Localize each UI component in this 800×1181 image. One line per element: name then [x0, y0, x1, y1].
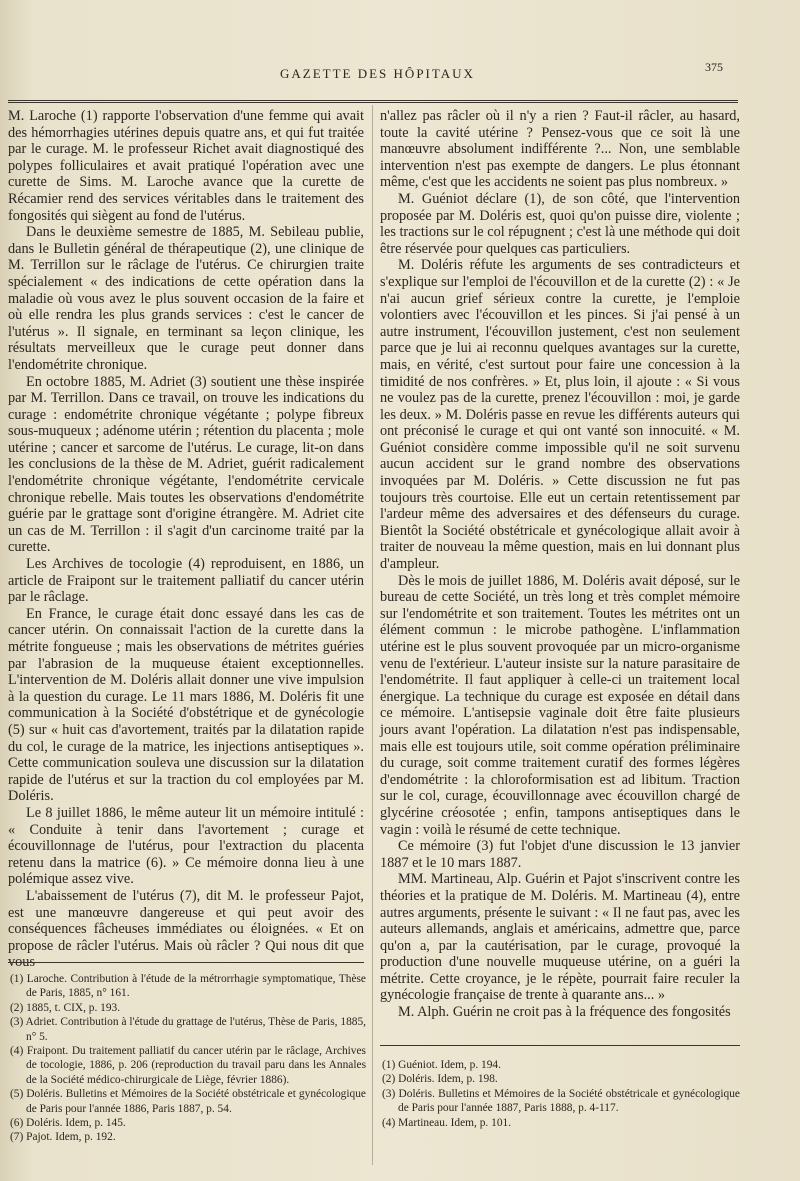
footnote: (1) Laroche. Contribution à l'étude de la métrorrhagie symptomatique, Thèse de Paris, 1885, n° 161.: [10, 973, 366, 1000]
footnote: (1) Guéniot. Idem, p. 194.: [382, 1059, 501, 1071]
footnote: (4) Martineau. Idem, p. 101.: [382, 1116, 512, 1129]
paragraph: Ce mémoire (3) fut l'objet d'une discussion le 13 janvier 1887 et le 10 mars 1887.: [380, 838, 740, 871]
footnote: (2) 1885, t. CIX, p. 193.: [10, 1001, 121, 1014]
paragraph: Dès le mois de juillet 1886, M. Doléris avait déposé, sur le bureau de cette Société, un très long et très complet mémoire sur l'endométrite et son traitement. Toutes les métrites ont un élément commun : le microbe pathogène. L'inflammation utérine est le plus souvent provoquée par un micro-organisme venu de l'extérieur. L'auteur insiste sur la nature parasitaire de l'endométrite. Il faut appliquer à celle-ci un traitement local énergique. La technique du curage est exposée en détail dans ce mémoire. L'antisepsie vaginale doit être faite plusieurs jours avant l'opération. La dilatation n'est pas indispensable, mais elle est toujours utile, soit comme opération préliminaire du curage, soit comme traitement curatif des formes légères d'endométrite : la chloroformisation est ad libitum. Traction sur le col, curage, écouvillonnage avec écouvillon chargé de glycérine créosotée ; enfin, tampons antiseptiques dans le vagin : voilà le résumé de cette technique.: [380, 572, 740, 838]
footnote: (7) Pajot. Idem, p. 192.: [10, 1131, 116, 1144]
footnote: (3) Adriet. Contribution à l'étude du grattage de l'utérus, Thèse de Paris, 1885, n° 5.: [10, 1016, 366, 1043]
paragraph: M. Laroche (1) rapporte l'observation d'une femme qui avait des hémorrhagies utérines depuis quatre ans, et qui fut traitée par le curage. M. le professeur Richet avait diagnostiqué des polypes folliculaires et avait pratiqué l'opération avec une curette de Sims. M. Laroche avance que la curette de Récamier rend des services véritables dans le traitement des fongosités qui siègent au fond de l'utérus.: [8, 108, 364, 224]
page-header: [0, 60, 800, 86]
paragraph: L'abaissement de l'utérus (7), dit M. le professeur Pajot, est une manœuvre dangereuse et qui peut avoir des conséquences fâcheuses immédiates ou éloignées. « Et on propose de râcler l'utérus. Mais où râcler ? Qui nous dit que vous: [8, 887, 364, 971]
footnote-separator: [8, 962, 364, 963]
page-number: 375: [705, 60, 723, 74]
paragraph: M. Alph. Guérin ne croit pas à la fréquence des fongosités: [398, 1004, 731, 1021]
footnote-separator: [380, 1045, 740, 1046]
header-rule: [8, 100, 738, 103]
left-footnotes: [8, 972, 366, 1145]
paragraph: Dans le deuxième semestre de 1885, M. Sebileau publie, dans le Bulletin général de thérapeutique (2), une clinique de M. Terrillon sur le râclage de l'utérus. Ce chirurgien traite spécialement « des indications de cette opération dans la maladie où vous avez le plus souvent occasion de la faire et où elle rendra les plus grands services : c'est le cancer de l'utérus ». Il signale, en terminant sa leçon clinique, les résultats merveilleux que le curage peut donner dans l'endométrite chronique.: [8, 224, 364, 373]
paragraph: MM. Martineau, Alp. Guérin et Pajot s'inscrivent contre les théories et la pratique de M. Doléris. M. Martineau (4), entre autres arguments, présente le suivant : « Il ne faut pas, avec les auteurs allemands, anglais et américains, admettre que, parce qu'on a, par la cautérisation, par le curage, provoqué la production d'une nouvelle muqueuse utérine, on a guéri la métrite. Cette croyance, je le répète, pourrait faire reculer la gynécologie française de trente à quarante ans... »: [380, 871, 740, 1004]
footnote: (3) Doléris. Bulletins et Mémoires de la Société obstétricale et gynécologique de Paris pour l'année 1887, Paris 1888, p. 4-117.: [382, 1087, 740, 1115]
paragraph: En octobre 1885, M. Adriet (3) soutient une thèse inspirée par M. Terrillon. Dans ce travail, on trouve les indications du curage : endométrite chronique végétante ; polype fibreux sous-muqueux ; adénome utérin ; rétention du placenta ; mole utérine ; cancer et sarcome de l'utérus. Le curage, lit-on dans les conclusions de la thèse de M. Adriet, guérit radicalement l'endométrite chronique végétante, l'endométrite cervicale chronique rebelle. Mais toutes les observations d'endométrite guérie par le grattage sont d'origine étrangère. M. Adriet cite un cas de M. Terrillon : il s'agit d'un carcinome traité par la curette.: [8, 373, 364, 556]
running-title: GAZETTE DES HÔPITAUX: [280, 66, 475, 81]
footnote: (2) Doléris. Idem, p. 198.: [382, 1073, 498, 1086]
paragraph: En France, le curage était donc essayé dans les cas de cancer utérin. On connaissait l'action de la curette dans la métrite fongueuse ; mais les observations de métrites guéries par l'abrasion de la muqueuse étaient exceptionnelles. L'intervention de M. Doléris allait donner une vive impulsion à la question du curage. Le 11 mars 1886, M. Doléris fit une communication à la Société d'obstétrique et de gynécologie (5) sur « huit cas d'avortement, traités par la dilatation rapide du col, le curage de la matrice, les injections antiseptiques ». Cette communication souleva une discussion sur la dilatation rapide de l'utérus et sur la traction du col employées par M. Doléris.: [8, 605, 364, 805]
right-column: [380, 108, 740, 1021]
left-column: [8, 108, 364, 971]
paragraph: Les Archives de tocologie (4) reproduisent, en 1886, un article de Fraipont sur le traitement palliatif du cancer utérin par le râclage.: [8, 556, 364, 606]
right-footnotes: [380, 1058, 740, 1130]
footnote: (5) Doléris. Bulletins et Mémoires de la Société obstétricale et gynécologique de Paris pour l'année 1886, Paris 1887, p. 54.: [10, 1088, 366, 1115]
paragraph: M. Doléris réfute les arguments de ses contradicteurs et s'explique sur l'emploi de l'écouvillon et de la curette (2) : « Je n'ai aucun grief sérieux contre la curette, je l'emploie volontiers avec l'écouvillon et les pinces. Si j'ai pensé à un autre instrument, l'écouvillon justement, c'est non seulement parce que je lui ai reconnu quelques avantages sur la curette, mais, en vérité, c'est surtout pour faire une concession à la timidité de nos confrères. » Et, plus loin, il ajoute : « Si vous ne voulez pas de la curette, prenez l'écouvillon : moi, je garde les deux. » M. Doléris passe en revue les différents auteurs qui ont préconisé le curage et qui ont vanté son innocuité. « M. Guéniot considère comme impossible qu'il ne soit survenu aucun accident sur le grand nombre des observations invoquées par M. Doléris. » Cette discussion ne fut pas toujours très courtoise. Elle eut un certain retentissement par l'ardeur même des adversaires et des défenseurs du curage. Bientôt la Société obstétricale et gynécologique allait avoir à traiter de nouveau la même question, mais en lui donnant plus d'ampleur.: [380, 257, 740, 573]
footnote: (6) Doléris. Idem, p. 145.: [10, 1117, 126, 1130]
column-divider: [372, 105, 373, 1165]
footnote: (4) Fraipont. Du traitement palliatif du cancer utérin par le râclage, Archives de tocologie, 1886, p. 206 (reproduction du travail paru dans les Annales de la Société médico-chirurgicale de Liège, février 1886).: [10, 1045, 366, 1086]
paragraph: Le 8 juillet 1886, le même auteur lit un mémoire intitulé : « Conduite à tenir dans l'avortement ; curage et écouvillonnage de l'utérus, pour l'extraction du placenta retenu dans la matrice (6). » Ce mémoire donna lieu à une polémique assez vive.: [8, 804, 364, 888]
paragraph: M. Guéniot déclare (1), de son côté, que l'intervention proposée par M. Doléris est, quoi qu'on puisse dire, violente ; les tractions sur le col répugnent ; c'est là une méthode qui doit être réservée pour quelques cas particuliers.: [380, 190, 740, 257]
paragraph: n'allez pas râcler où il n'y a rien ? Faut-il râcler, au hasard, toute la cavité utérine ? Pensez-vous que ce soit là une manœuvre absolument indifférente ?... Non, une semblable intervention n'est pas exempte de dangers. Le plus étonnant même, c'est que les accidents ne soient pas plus nombreux. »: [380, 108, 740, 191]
